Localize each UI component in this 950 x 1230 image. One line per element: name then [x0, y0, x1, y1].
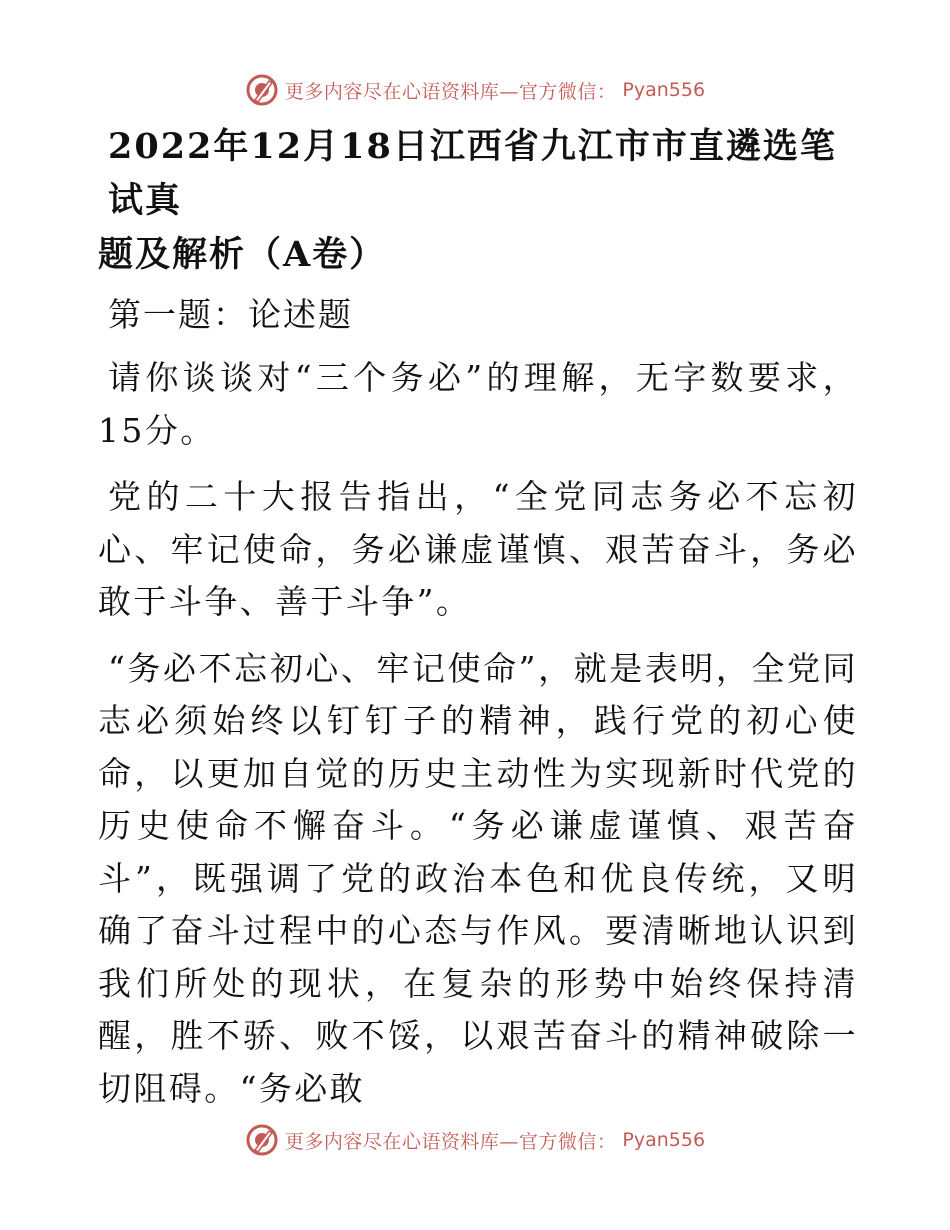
pen-logo-icon	[245, 1123, 279, 1157]
document-body	[98, 120, 858, 1115]
header-watermark	[0, 70, 950, 110]
title-line-1: 2022年12月18日江西省九江市市直遴选笔试真	[108, 126, 837, 221]
pen-logo-icon	[245, 73, 279, 107]
watermark-text: 更多内容尽在心语资料库—官方微信：	[284, 1130, 617, 1153]
section-heading: 第一题：论述题	[108, 295, 353, 334]
watermark-account: Pyan556	[622, 1129, 706, 1151]
document-title	[98, 120, 858, 282]
paragraph-2: “务必不忘初心、牢记使命”，就是表明，全党同志必须始终以钉钉子的精神，践行党的初心使命，以更加自觉的历史主动性为实现新时代党的历史使命不懈奋斗。“务必谦虚谨慎、艰苦奋斗”，既强调了党的政治本色和优良传统，又明确了奋斗过程中的心态与作风。要清晰地认识到我们所处的现状，在复杂的形势中始终保持清醒，胜不骄、败不馁，以艰苦奋斗的精神破除一切阻碍。“务必敢	[98, 648, 858, 1108]
watermark-text: 更多内容尽在心语资料库—官方微信：	[284, 80, 617, 103]
footer-watermark	[0, 1120, 950, 1160]
question-text: 请你谈谈对“三个务必”的理解，无字数要求，15分。	[98, 358, 858, 450]
title-line-2: 题及解析（A卷）	[98, 234, 387, 275]
watermark-account: Pyan556	[622, 79, 706, 101]
paragraph-1: 党的二十大报告指出，“全党同志务必不忘初心、牢记使命，务必谦虚谨慎、艰苦奋斗，务必敢于斗争、善于斗争”。	[98, 477, 858, 621]
